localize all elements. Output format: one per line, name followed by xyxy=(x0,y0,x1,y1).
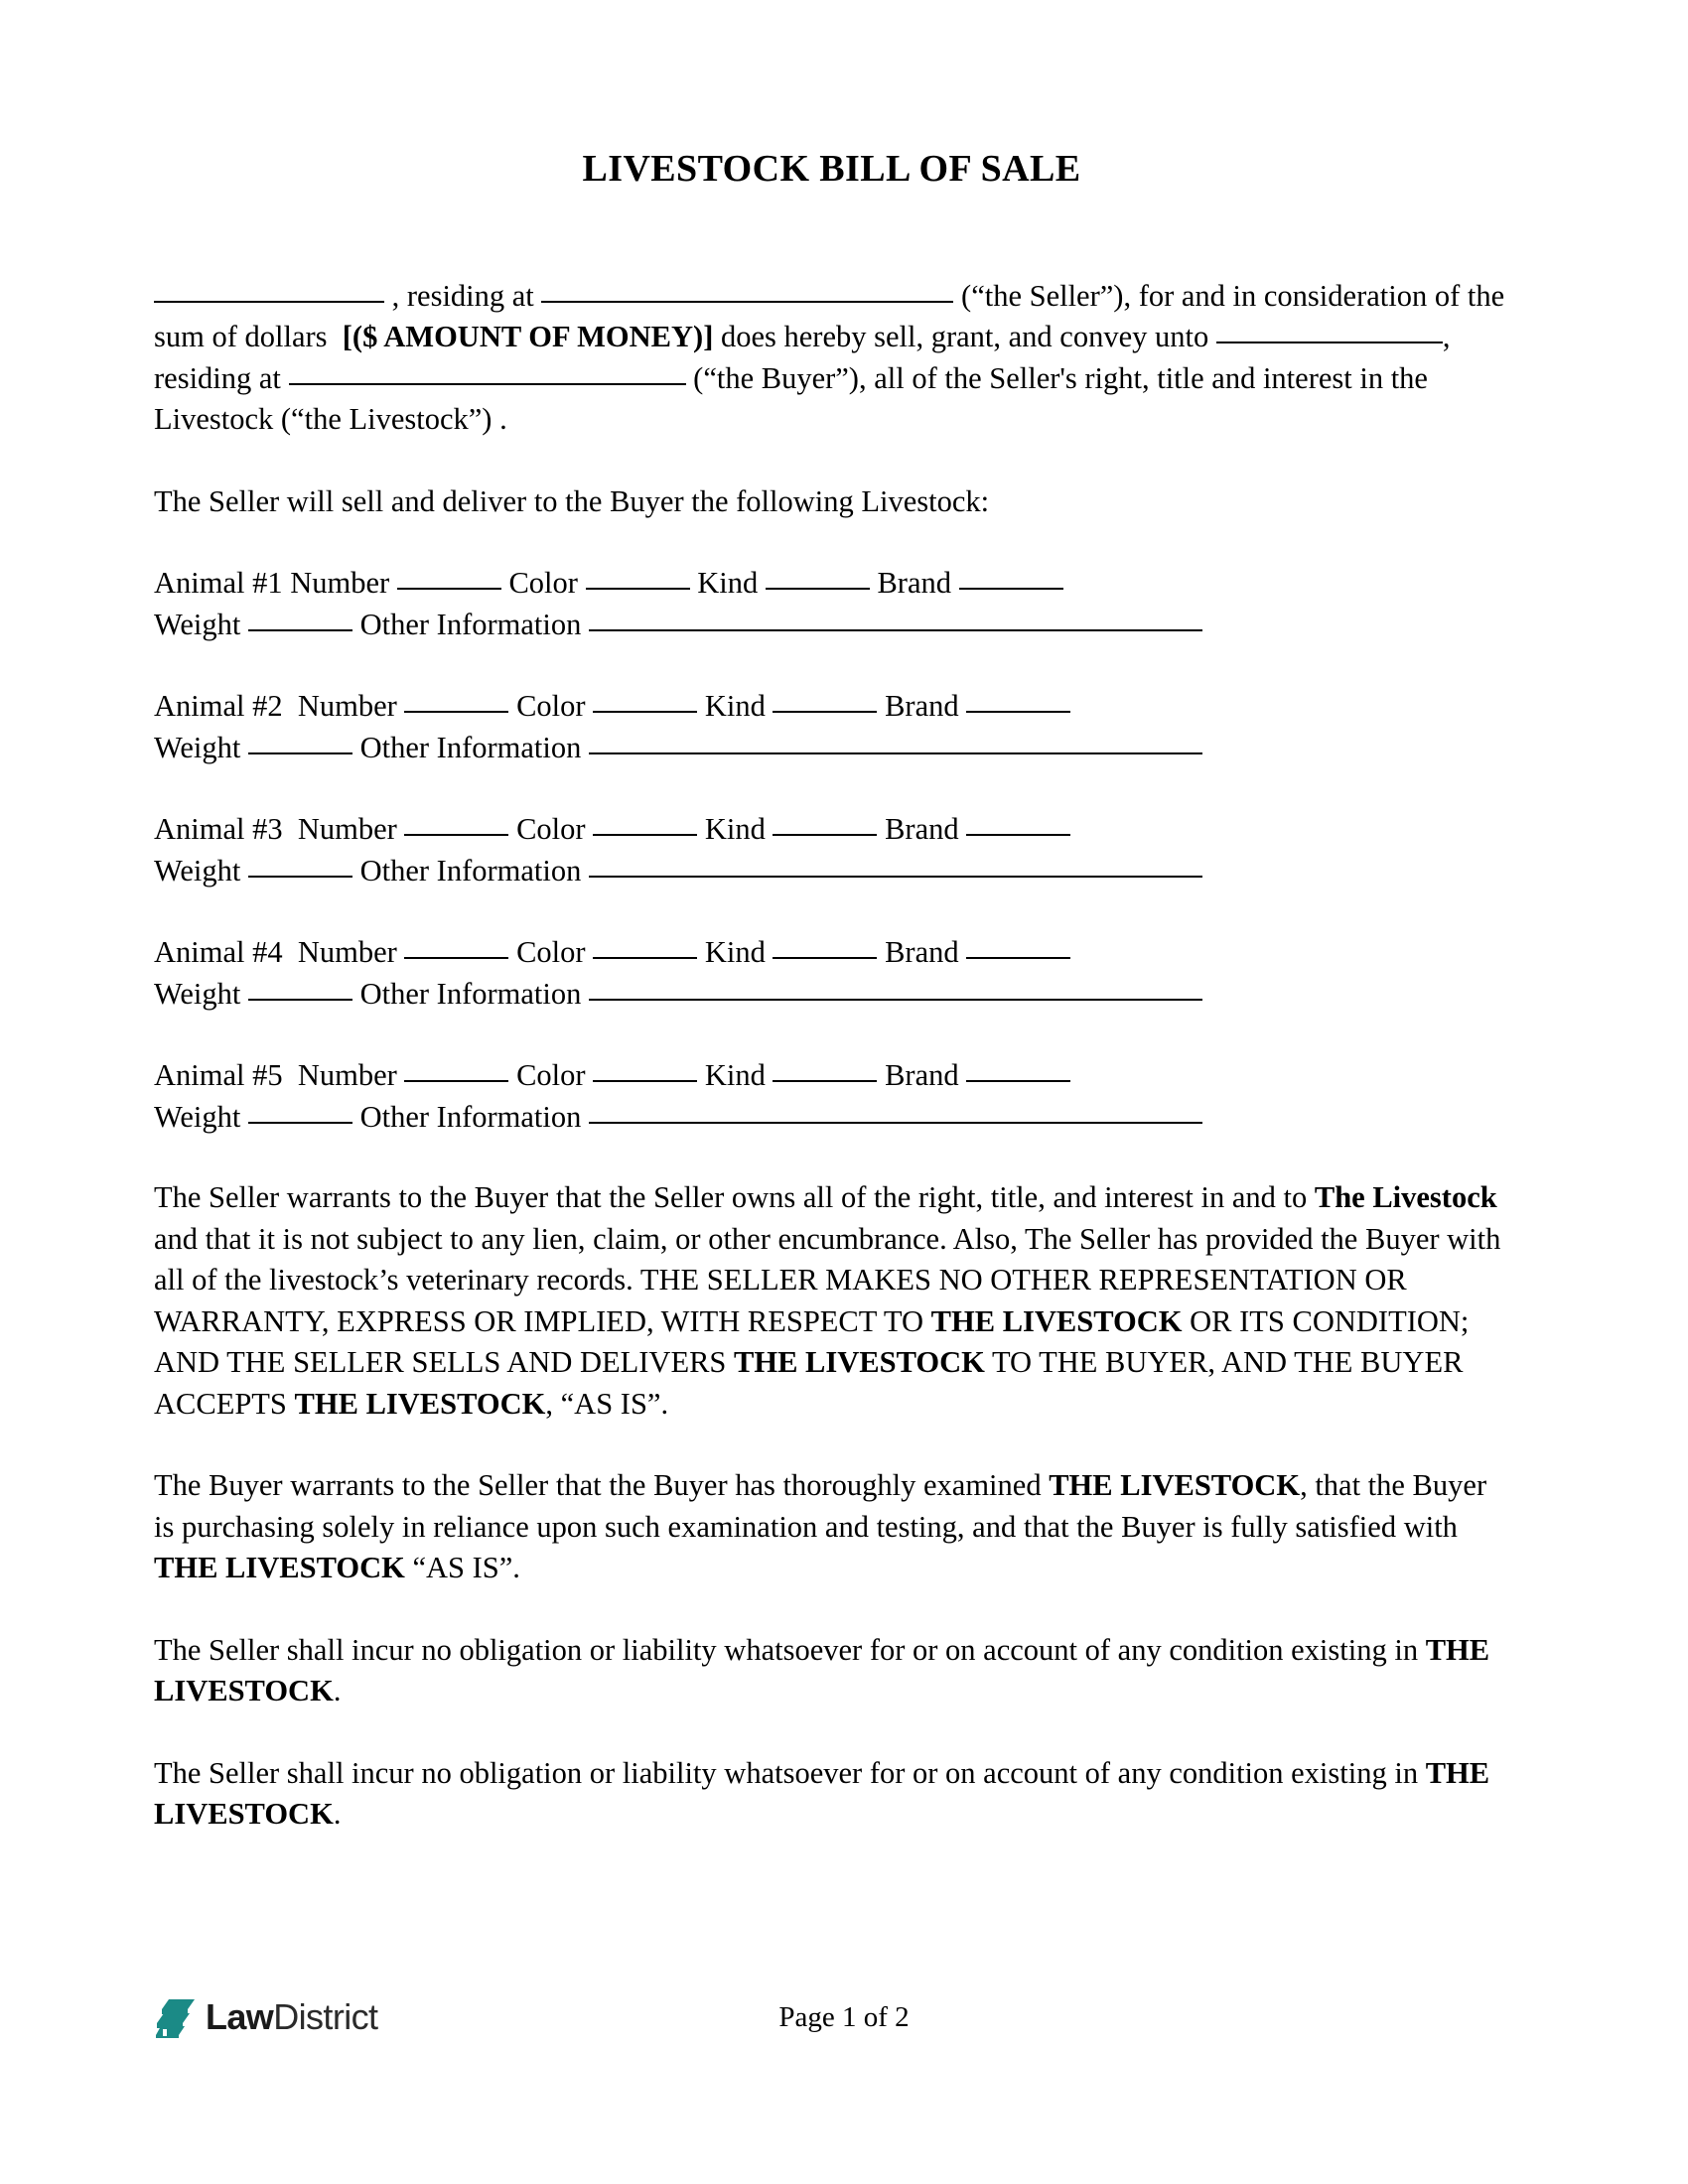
animal-entry xyxy=(154,563,1509,645)
buyer-warranty-paragraph xyxy=(154,1465,1509,1589)
page-footer xyxy=(0,1985,1688,2095)
seller-address-blank[interactable] xyxy=(541,301,953,303)
seller-warranty-text-4: TO THE BUYER, AND THE BUYER ACCEPTS xyxy=(154,1345,1470,1421)
no-liability-1-text-1: The Seller shall incur no obligation or liability whatsoever for or on account of any condition existing in xyxy=(154,1632,1426,1667)
buyer-warranty-text-2: , that the Buyer is purchasing solely in reliance upon such examination and testing, and that the Buyer is fully satisfied with xyxy=(154,1468,1494,1544)
animal-number-blank[interactable] xyxy=(397,588,501,590)
animal-spacer xyxy=(154,645,1509,686)
seller-warranty-bold-3: THE LIVESTOCK xyxy=(734,1345,985,1380)
number-label: Number xyxy=(297,1058,405,1093)
animal-kind-blank[interactable] xyxy=(773,957,877,959)
color-label: Color xyxy=(508,689,594,724)
animal-brand-blank[interactable] xyxy=(966,834,1070,836)
seller-warranty-text-3: OR ITS CONDITION; AND THE SELLER SELLS AND DELIVERS xyxy=(154,1303,1476,1380)
number-label: Number xyxy=(297,812,405,847)
buyer-suffix-text: (“the Buyer”), all of the Seller's right, title and interest in the Livestock (“the Livestock”) . xyxy=(154,360,1436,437)
animal-entry xyxy=(154,809,1509,891)
buyer-warranty-bold-2: THE LIVESTOCK xyxy=(154,1551,405,1585)
other-information-label: Other Information xyxy=(352,730,589,764)
animal-brand-blank[interactable] xyxy=(966,1080,1070,1082)
weight-label: Weight xyxy=(154,607,248,641)
seller-residing-label: , residing at xyxy=(384,278,542,313)
spacer-after-intro xyxy=(154,441,1509,481)
kind-label: Kind xyxy=(697,935,774,970)
animal-number-blank[interactable] xyxy=(404,1080,508,1082)
animal-spacer xyxy=(154,768,1509,809)
buyer-address-blank[interactable] xyxy=(289,383,686,385)
livestock-intro-paragraph: The Seller will sell and deliver to the Buyer the following Livestock: xyxy=(154,483,990,518)
brand-label: Brand xyxy=(877,812,967,847)
animal-line-secondary xyxy=(154,974,1509,1016)
animal-line-secondary xyxy=(154,605,1509,646)
no-liability-2-bold: THE LIVESTOCK xyxy=(154,1755,1497,1832)
animal-kind-blank[interactable] xyxy=(773,711,877,713)
animal-other-blank[interactable] xyxy=(589,999,1202,1001)
animal-weight-blank[interactable] xyxy=(248,999,352,1001)
no-liability-2-text-1: The Seller shall incur no obligation or liability whatsoever for or on account of any condition existing in xyxy=(154,1755,1426,1790)
other-information-label: Other Information xyxy=(352,1099,589,1134)
no-liability-1-bold: THE LIVESTOCK xyxy=(154,1632,1497,1708)
amount-of-money-placeholder[interactable]: [($ AMOUNT OF MONEY)] xyxy=(342,320,714,354)
animal-kind-blank[interactable] xyxy=(773,834,877,836)
no-liability-paragraph-2 xyxy=(154,1753,1509,1836)
other-information-label: Other Information xyxy=(352,607,589,641)
animal-weight-blank[interactable] xyxy=(248,752,352,754)
weight-label: Weight xyxy=(154,853,248,887)
no-liability-paragraph-1 xyxy=(154,1630,1509,1712)
animal-color-blank[interactable] xyxy=(593,711,697,713)
spacer-after-buyer-warranty xyxy=(154,1589,1509,1630)
seller-suffix-text: (“the Seller”), for and in consideration of the sum of dollars xyxy=(154,278,1512,354)
weight-label: Weight xyxy=(154,730,248,764)
spacer-after-seller-warranty xyxy=(154,1425,1509,1465)
animal-entry xyxy=(154,686,1509,768)
animal-other-blank[interactable] xyxy=(589,752,1202,754)
animal-other-blank[interactable] xyxy=(589,1122,1202,1124)
seller-warranty-text-2: and that it is not subject to any lien, claim, or other encumbrance. Also, The Seller has provided the Buyer with all of the livestock’s veterinary records. THE SELLER MAKES NO OTHER REPRESENTATION OR WARRANTY, EXPRESS OR IMPLIED, WITH RESPECT TO xyxy=(154,1180,1508,1338)
animal-line-primary xyxy=(154,686,1509,728)
color-label: Color xyxy=(508,812,594,847)
animal-weight-blank[interactable] xyxy=(248,1122,352,1124)
no-liability-1-text-2: . xyxy=(333,1674,342,1708)
animal-brand-blank[interactable] xyxy=(966,957,1070,959)
animal-color-blank[interactable] xyxy=(586,588,690,590)
intro-paragraph xyxy=(154,276,1512,441)
animal-entry xyxy=(154,932,1509,1015)
animal-line-secondary xyxy=(154,851,1509,892)
animal-spacer xyxy=(154,891,1509,932)
animal-line-secondary xyxy=(154,728,1509,769)
animal-line-primary xyxy=(154,809,1509,851)
kind-label: Kind xyxy=(697,812,774,847)
animal-kind-blank[interactable] xyxy=(773,1080,877,1082)
animal-label: Animal #4 xyxy=(154,935,298,970)
animal-spacer xyxy=(154,1015,1509,1055)
animal-brand-blank[interactable] xyxy=(959,588,1063,590)
color-label: Color xyxy=(508,1058,594,1093)
spacer-before-animals xyxy=(154,522,1509,563)
page-number: Page 1 of 2 xyxy=(778,2001,910,2033)
animal-label: Animal #1 xyxy=(154,566,291,601)
animal-line-primary xyxy=(154,563,1509,605)
other-information-label: Other Information xyxy=(352,976,589,1011)
animal-number-blank[interactable] xyxy=(404,711,508,713)
brand-label: Brand xyxy=(877,689,967,724)
other-information-label: Other Information xyxy=(352,853,589,887)
seller-warranty-bold-1: The Livestock xyxy=(1314,1180,1497,1215)
after-amount-text: does hereby sell, grant, and convey unto xyxy=(713,320,1216,354)
brand-label: Brand xyxy=(877,1058,967,1093)
seller-name-blank[interactable] xyxy=(154,301,384,303)
kind-label: Kind xyxy=(689,566,766,601)
buyer-residing-label: , residing at xyxy=(154,320,1459,395)
spacer-between-no-liability xyxy=(154,1712,1509,1753)
color-label: Color xyxy=(500,566,586,601)
spacer-before-warranty xyxy=(154,1138,1509,1177)
no-liability-2-text-2: . xyxy=(333,1797,342,1832)
document-content xyxy=(154,0,1512,1836)
animal-brand-blank[interactable] xyxy=(966,711,1070,713)
page-title: LIVESTOCK BILL OF SALE xyxy=(582,148,1081,190)
brand-label: Brand xyxy=(877,935,967,970)
buyer-warranty-text-3: “AS IS”. xyxy=(404,1551,520,1585)
color-label: Color xyxy=(508,935,594,970)
animal-other-blank[interactable] xyxy=(589,876,1202,878)
title-spacer xyxy=(154,191,1509,276)
animal-weight-blank[interactable] xyxy=(248,629,352,631)
animal-line-primary xyxy=(154,1055,1509,1097)
animal-color-blank[interactable] xyxy=(593,834,697,836)
number-label: Number xyxy=(297,935,405,970)
weight-label: Weight xyxy=(154,1099,248,1134)
logo-district-word: District xyxy=(273,1996,378,2037)
number-label: Number xyxy=(297,689,405,724)
buyer-name-blank[interactable] xyxy=(1216,341,1443,343)
weight-label: Weight xyxy=(154,976,248,1011)
animal-line-primary xyxy=(154,932,1509,974)
animal-entry xyxy=(154,1055,1509,1138)
buyer-warranty-bold-1: THE LIVESTOCK xyxy=(1049,1468,1301,1503)
buyer-warranty-text-1: The Buyer warrants to the Seller that the Buyer has thoroughly examined xyxy=(154,1468,1050,1503)
animal-label: Animal #2 xyxy=(154,689,298,724)
logo-law-word: Law xyxy=(206,1996,274,2037)
seller-warranty-bold-2: THE LIVESTOCK xyxy=(930,1303,1183,1338)
animal-number-blank[interactable] xyxy=(404,957,508,959)
seller-warranty-paragraph xyxy=(154,1177,1509,1425)
animal-label: Animal #5 xyxy=(154,1058,298,1093)
seller-warranty-text-1: The Seller warrants to the Buyer that the Seller owns all of the right, title, and interest in and to xyxy=(154,1180,1315,1215)
animal-kind-blank[interactable] xyxy=(766,588,870,590)
animal-number-blank[interactable] xyxy=(404,834,508,836)
brand-label: Brand xyxy=(869,566,959,601)
animal-weight-blank[interactable] xyxy=(248,876,352,878)
seller-warranty-text-5: , “AS IS”. xyxy=(545,1386,669,1421)
number-label: Number xyxy=(290,566,397,601)
animal-color-blank[interactable] xyxy=(593,957,697,959)
animal-color-blank[interactable] xyxy=(593,1080,697,1082)
animal-line-secondary xyxy=(154,1097,1509,1139)
seller-warranty-bold-4: THE LIVESTOCK xyxy=(294,1386,546,1421)
animal-label: Animal #3 xyxy=(154,812,298,847)
animal-other-blank[interactable] xyxy=(589,629,1202,631)
kind-label: Kind xyxy=(697,1058,774,1093)
kind-label: Kind xyxy=(697,689,774,724)
